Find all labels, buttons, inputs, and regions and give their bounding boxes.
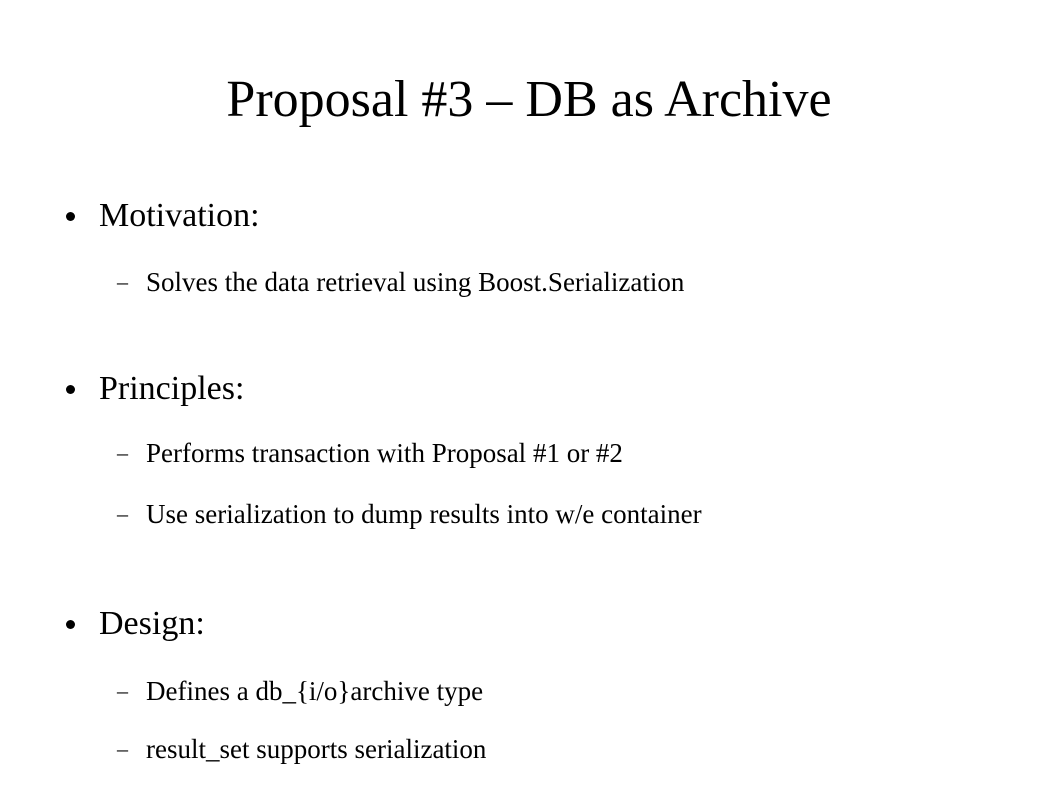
bullet-heading: Design:: [99, 605, 205, 642]
bullet-heading: Motivation:: [99, 197, 260, 234]
bullet-dot-icon: [66, 620, 75, 629]
sub-item-text: Defines a db_{i/o}archive type: [146, 676, 484, 706]
dash-icon: –: [117, 736, 128, 761]
sub-item-text: Use serialization to dump results into w/e container: [146, 499, 702, 529]
bullet-dot-icon: [66, 385, 75, 394]
sub-item-text: result_set supports serialization: [146, 734, 487, 764]
dash-icon: –: [117, 501, 128, 526]
slide-title: Proposal #3 – DB as Archive: [226, 71, 832, 128]
dash-icon: –: [117, 269, 128, 294]
dash-icon: –: [117, 440, 128, 465]
sub-item-text: Performs transaction with Proposal #1 or #2: [146, 438, 623, 468]
dash-icon: –: [117, 678, 128, 703]
sub-item-text: Solves the data retrieval using Boost.Serialization: [146, 267, 685, 297]
bullet-dot-icon: [66, 212, 75, 221]
bullet-heading: Principles:: [99, 370, 245, 407]
